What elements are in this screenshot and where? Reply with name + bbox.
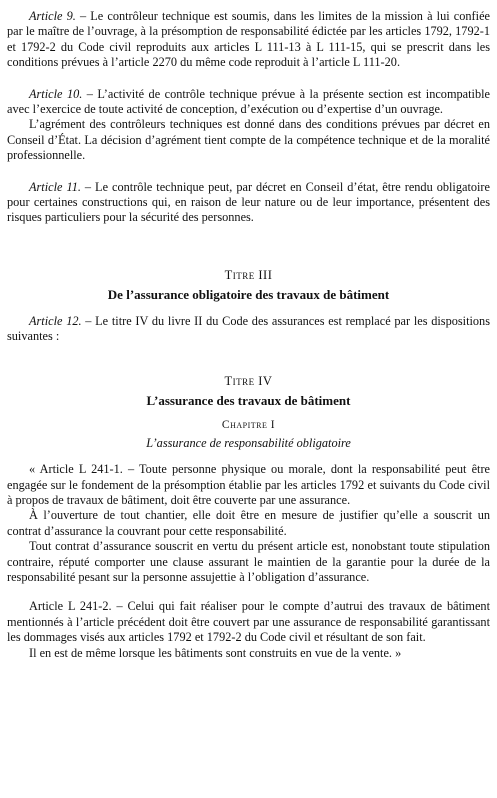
article-10-text: – L’activité de contrôle technique prévue à la présente section est incompatible avec l’exercice de toute activité de conception, d’exécution ou d’expertise d’un ouvrage. <box>7 86 490 117</box>
article-10-paragraph-2: L’agrément des contrôleurs techniques est donné dans des conditions prévues par décret en Conseil d’État. La décision d’agrément tient compte de la compétence technique et de la moralité professionnelle. <box>7 117 490 163</box>
article-12-label: Article 12. <box>29 313 82 328</box>
article-11-text: – Le contrôle technique peut, par décret en Conseil d’état, être rendu obligatoire pour certaines constructions qui, en raison de leur nature ou de leur importance, présentent des risques particuliers pour la sécurité des personnes. <box>7 179 490 225</box>
article-l241-2-paragraph-2: Il en est de même lorsque les bâtiments sont construits en vue de la vente. » <box>29 645 402 660</box>
titre-4-heading: Titre IV <box>224 373 273 388</box>
titre-3-title: De l’assurance obligatoire des travaux de bâtiment <box>107 287 390 303</box>
article-9-label: Article 9. <box>29 9 76 23</box>
chapitre-1-subtitle: L’assurance de responsabilité obligatoire <box>146 435 351 450</box>
article-10-label: Article 10. <box>29 86 83 101</box>
article-10 <box>7 87 490 118</box>
article-9 <box>7 9 490 71</box>
titre-3-heading: Titre III <box>224 267 273 282</box>
chapitre-1-heading: Chapitre I <box>221 419 276 432</box>
article-l241-1-paragraph-3: Tout contrat d’assurance souscrit en vertu du présent article est, nonobstant toute stipulation contraire, réputé comporter une clause assurant le maintien de la garantie pour la durée de la responsabilité pesant sur la personne assujettie à l’obligation d’assurance. <box>7 539 490 584</box>
article-11-label: Article 11. <box>29 179 81 194</box>
article-l241-1-paragraph-2: À l’ouverture de tout chantier, elle doit être en mesure de justifier qu’elle a souscrit un contrat d’assurance la couvrant pour cette responsabilité. <box>7 508 490 538</box>
article-9-text: – Le contrôleur technique est soumis, dans les limites de la mission à lui confiée par le maître de l’ouvrage, à la présomption de responsabilité édictée par les articles 1792, 1792-1 et 1792-2 du Code civil reproduits aux articles L 111-13 à L 111-15, qui se prescrit dans les conditions prévues à l’article 2270 du même code reproduit à l’article L 111-20. <box>7 9 490 70</box>
titre-4-title: L’assurance des travaux de bâtiment <box>146 392 351 408</box>
article-l241-1-paragraph-1: « Article L 241-1. – Toute personne physique ou morale, dont la responsabilité peut être engagée sur le fondement de la présomption établie par les articles 1792 et suivants du Code civil à propos de travaux de bâtiment, doit être couverte par une assurance. <box>7 462 490 507</box>
article-l241-2-paragraph-1: Article L 241-2. – Celui qui fait réaliser pour le compte d’autrui des travaux de bâtiment mentionnés à l’article précédent doit être couvert par une assurance de responsabilité garantissant les dommages visés aux articles 1792 et 1792-2 du Code civil et résultant de son fait. <box>7 599 490 645</box>
article-12-text: – Le titre IV du livre II du Code des assurances est remplacé par les dispositions suivantes : <box>7 313 490 344</box>
article-12 <box>7 314 490 345</box>
article-11 <box>7 180 490 226</box>
